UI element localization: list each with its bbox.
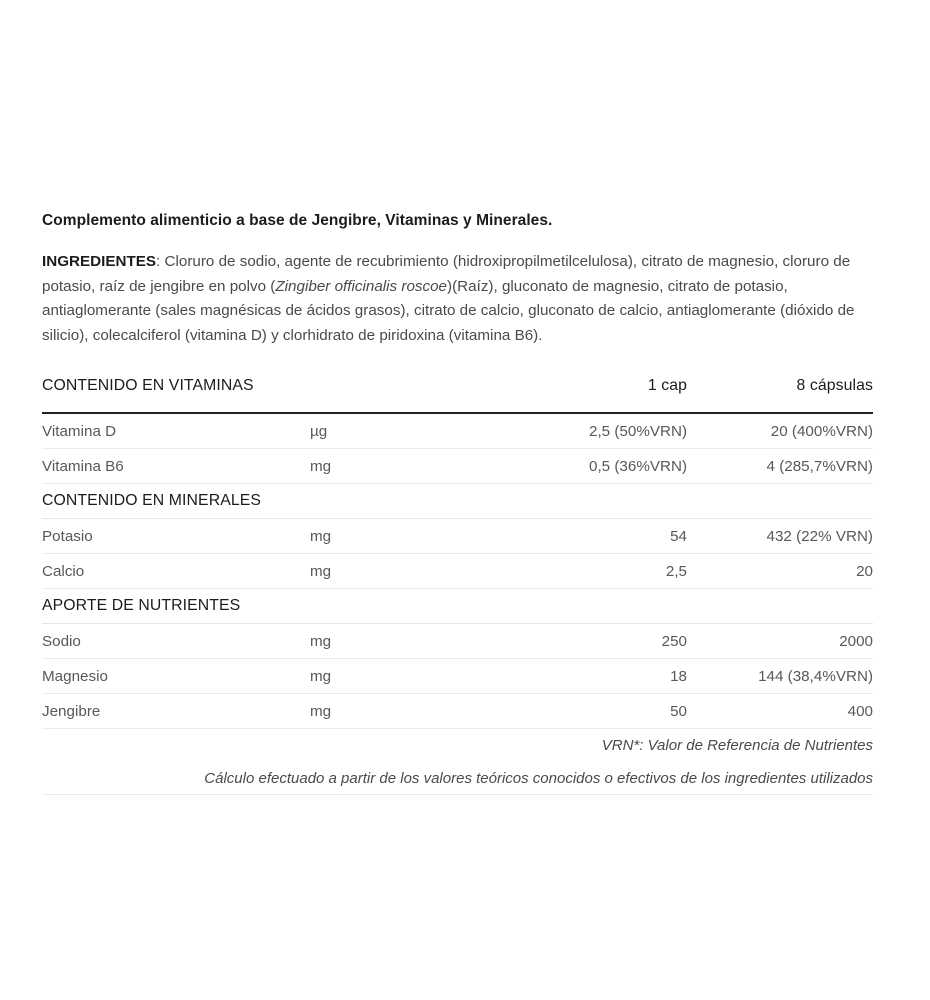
cell-eight-caps: 2000: [687, 624, 873, 659]
cell-eight-caps: 432 (22% VRN): [687, 519, 873, 554]
table-row: [42, 413, 873, 449]
ingredients-paragraph: [42, 250, 873, 348]
cell-unit: mg: [310, 659, 502, 694]
column-header-eight-caps: 8 cápsulas: [687, 368, 873, 413]
cell-one-cap: 2,5 (50%VRN): [502, 413, 687, 449]
cell-unit: µg: [310, 413, 502, 449]
cell-one-cap: 250: [502, 624, 687, 659]
ingredients-text-part2: )(Raíz), gluconato de magnesio, citrato de potasio, antiaglomerante (sales magnésicas de ácidos grasos), citrato de calcio, gluconato de calcio, antiaglomerante (dióxido de silicio), colecalciferol (vitamina D) y clorhidrato de piridoxina (vitamina B6).: [42, 277, 855, 344]
table-row: [42, 519, 873, 554]
cell-name: Vitamina D: [42, 413, 310, 449]
table-footnote-row: [42, 762, 873, 795]
cell-eight-caps: 400: [687, 694, 873, 729]
table-row: [42, 554, 873, 589]
footnote-text: Cálculo efectuado a partir de los valores teóricos conocidos o efectivos de los ingredientes utilizados: [42, 762, 873, 795]
cell-name: Sodio: [42, 624, 310, 659]
cell-name: Vitamina B6: [42, 449, 310, 484]
table-row: [42, 694, 873, 729]
cell-unit: mg: [310, 624, 502, 659]
ingredients-text-part1: : Cloruro de sodio, agente de recubrimiento (hidroxipropilmetilcelulosa), citrato de magnesio, cloruro de potasio, raíz de jengibre en polvo (: [42, 253, 851, 295]
cell-eight-caps: 144 (38,4%VRN): [687, 659, 873, 694]
section-title: CONTENIDO EN MINERALES: [42, 484, 873, 519]
cell-unit: mg: [310, 554, 502, 589]
table-section-header-row: [42, 484, 873, 519]
cell-name: Potasio: [42, 519, 310, 554]
ingredients-species-name: Zingiber officinalis roscoe: [275, 277, 448, 295]
table-header-row: [42, 368, 873, 413]
cell-eight-caps: 20 (400%VRN): [687, 413, 873, 449]
cell-name: Jengibre: [42, 694, 310, 729]
cell-name: Calcio: [42, 554, 310, 589]
section-title: APORTE DE NUTRIENTES: [42, 589, 873, 624]
table-row: [42, 449, 873, 484]
cell-one-cap: 18: [502, 659, 687, 694]
table-body: [42, 413, 873, 795]
cell-name: Magnesio: [42, 659, 310, 694]
nutrition-table: [42, 368, 873, 795]
column-header-nutrient: CONTENIDO EN VITAMINAS: [42, 368, 502, 413]
table-footnote-row: [42, 729, 873, 763]
cell-eight-caps: 20: [687, 554, 873, 589]
table-row: [42, 624, 873, 659]
cell-unit: mg: [310, 449, 502, 484]
footnote-text: VRN*: Valor de Referencia de Nutrientes: [601, 737, 874, 754]
cell-one-cap: 0,5 (36%VRN): [502, 449, 687, 484]
table-section-header-row: [42, 589, 873, 624]
cell-eight-caps: 4 (285,7%VRN): [687, 449, 873, 484]
product-headline: Complemento alimenticio a base de Jengibre, Vitaminas y Minerales.: [42, 212, 553, 229]
cell-one-cap: 2,5: [502, 554, 687, 589]
cell-one-cap: 54: [502, 519, 687, 554]
table-row: [42, 659, 873, 694]
cell-unit: mg: [310, 519, 502, 554]
column-header-one-cap: 1 cap: [502, 368, 687, 413]
ingredients-label: INGREDIENTES: [42, 253, 157, 270]
cell-unit: mg: [310, 694, 502, 729]
cell-one-cap: 50: [502, 694, 687, 729]
